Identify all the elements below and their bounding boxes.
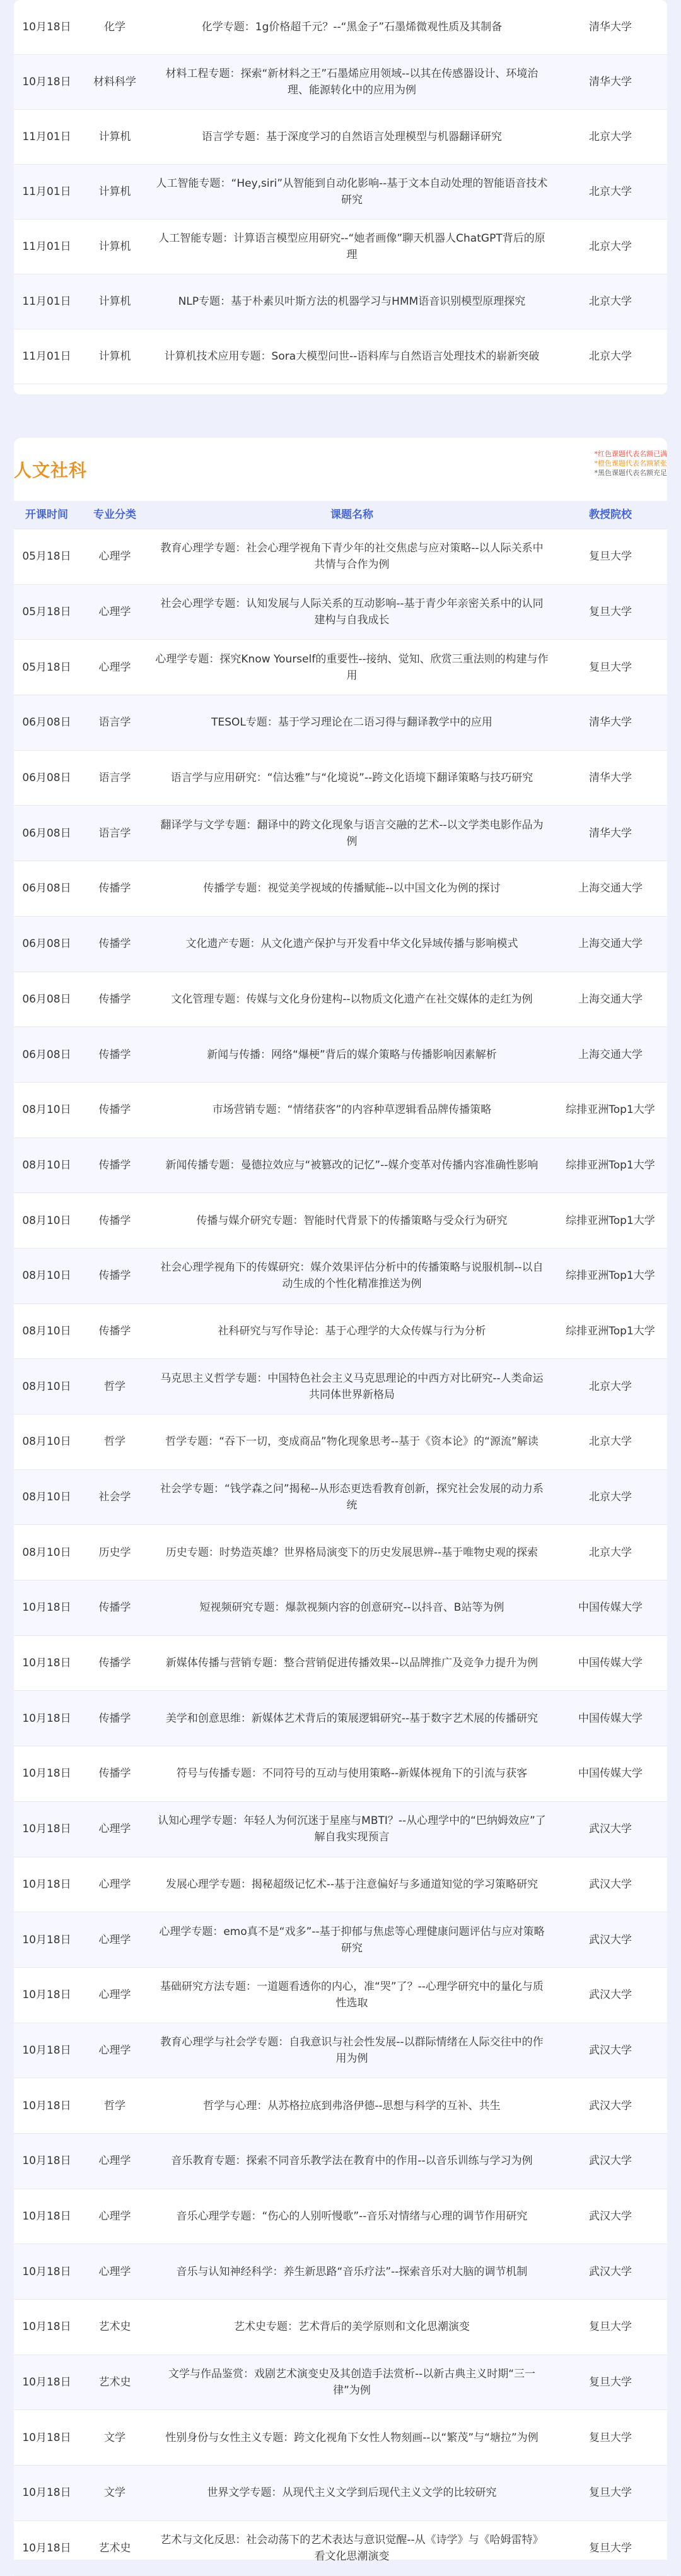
course-school: 北京大学 [554, 220, 667, 274]
course-school: 复旦大学 [554, 640, 667, 695]
course-title: 音乐心理学专题：“伤心的人别听慢歌”--音乐对情绪与心理的调节作用研究 [150, 2189, 554, 2244]
table-row [14, 1027, 667, 1083]
course-school: 上海交通大学 [554, 1027, 667, 1083]
course-school: 武汉大学 [554, 1801, 667, 1857]
course-category: 传播学 [79, 861, 150, 917]
course-category: 计算机 [79, 165, 150, 220]
course-title: NLP专题：基于朴素贝叶斯方法的机器学习与HMM语音识别模型原理探究 [150, 274, 554, 329]
course-date: 10月18日 [14, 1912, 79, 1968]
course-title: 哲学与心理：从苏格拉底到弗洛伊德--思想与科学的互补、共生 [150, 2078, 554, 2134]
course-school: 清华大学 [554, 695, 667, 751]
table-row [14, 1746, 667, 1802]
course-category: 传播学 [79, 1193, 150, 1249]
course-school: 武汉大学 [554, 1857, 667, 1912]
course-date: 06月08日 [14, 750, 79, 806]
course-category: 传播学 [79, 916, 150, 972]
course-school: 复旦大学 [554, 2520, 667, 2576]
course-date: 08月10日 [14, 1414, 79, 1470]
course-school: 上海交通大学 [554, 861, 667, 917]
science-course-table [14, 0, 667, 384]
table-row [14, 165, 667, 220]
course-school: 北京大学 [554, 1414, 667, 1470]
science-course-card [14, 0, 667, 394]
course-title: 艺术与文化反思：社会动荡下的艺术表达与意识觉醒--从《诗学》与《哈姆雷特》看文化思潮演变 [150, 2520, 554, 2576]
course-date: 05月18日 [14, 529, 79, 585]
course-date: 06月08日 [14, 1027, 79, 1083]
course-school: 中国传媒大学 [554, 1691, 667, 1746]
course-date: 10月18日 [14, 2078, 79, 2134]
course-date: 08月10日 [14, 1248, 79, 1303]
course-category: 历史学 [79, 1525, 150, 1580]
course-title: 音乐教育专题：探索不同音乐教学法在教育中的作用--以音乐训练与学习为例 [150, 2133, 554, 2189]
table-row [14, 274, 667, 329]
course-category: 心理学 [79, 2244, 150, 2300]
course-date: 10月18日 [14, 1967, 79, 2023]
course-title: 计算机技术应用专题：Sora大模型问世--语料库与自然语言处理技术的崭新突破 [150, 329, 554, 384]
course-category: 语言学 [79, 806, 150, 861]
course-date: 06月08日 [14, 916, 79, 972]
course-date: 05月18日 [14, 640, 79, 695]
course-school: 复旦大学 [554, 2355, 667, 2410]
course-school: 武汉大学 [554, 2244, 667, 2300]
course-category: 心理学 [79, 1912, 150, 1968]
table-row [14, 584, 667, 640]
course-date: 10月18日 [14, 0, 79, 55]
course-date: 06月08日 [14, 972, 79, 1027]
course-date: 06月08日 [14, 861, 79, 917]
course-category: 文学 [79, 2410, 150, 2466]
table-row [14, 972, 667, 1027]
header-title: 课题名称 [150, 501, 554, 529]
course-title: 教育心理学与社会学专题：自我意识与社会性发展--以群际情绪在人际交往中的作用为例 [150, 2023, 554, 2078]
course-category: 语言学 [79, 695, 150, 751]
course-category: 传播学 [79, 1138, 150, 1193]
humanities-course-table [14, 501, 667, 2576]
course-title: TESOL专题：基于学习理论在二语习得与翻译教学中的应用 [150, 695, 554, 751]
humanities-section-header [14, 438, 667, 501]
course-title: 传播学专题：视觉美学视域的传播赋能--以中国文化为例的探讨 [150, 861, 554, 917]
course-category: 心理学 [79, 2189, 150, 2244]
course-category: 心理学 [79, 640, 150, 695]
course-title: 心理学专题：探究Know Yourself的重要性--接纳、觉知、欣赏三重法则的构建与作用 [150, 640, 554, 695]
course-date: 10月18日 [14, 1746, 79, 1802]
course-title: 化学专题：1g价格超千元？--“黑金子”石墨烯微观性质及其制备 [150, 0, 554, 55]
table-row [14, 1857, 667, 1912]
course-date: 06月08日 [14, 695, 79, 751]
table-row [14, 2244, 667, 2300]
course-category: 传播学 [79, 1635, 150, 1691]
course-title: 社科研究与写作导论：基于心理学的大众传媒与行为分析 [150, 1303, 554, 1359]
course-category: 艺术史 [79, 2520, 150, 2576]
table-row [14, 1801, 667, 1857]
table-row [14, 695, 667, 751]
table-row [14, 2189, 667, 2244]
course-school: 复旦大学 [554, 2300, 667, 2355]
table-row [14, 1635, 667, 1691]
course-school: 清华大学 [554, 0, 667, 55]
course-category: 心理学 [79, 2133, 150, 2189]
course-title: 材料工程专题：探索“新材料之王”石墨烯应用领域--以其在传感器设计、环境治理、能源转化中的应用为例 [150, 55, 554, 110]
course-title: 语言学与应用研究：“信达雅”与“化境说”--跨文化语境下翻译策略与技巧研究 [150, 750, 554, 806]
course-category: 文学 [79, 2466, 150, 2521]
course-category: 艺术史 [79, 2300, 150, 2355]
course-category: 计算机 [79, 329, 150, 384]
table-row [14, 55, 667, 110]
course-title: 艺术史专题：艺术背后的美学原则和文化思潮演变 [150, 2300, 554, 2355]
humanities-course-card [14, 438, 667, 2563]
course-school: 综排亚洲Top1大学 [554, 1303, 667, 1359]
course-date: 08月10日 [14, 1082, 79, 1138]
table-row [14, 2023, 667, 2078]
course-category: 传播学 [79, 1082, 150, 1138]
course-title: 语言学专题：基于深度学习的自然语言处理模型与机器翻译研究 [150, 110, 554, 165]
course-category: 计算机 [79, 110, 150, 165]
course-school: 武汉大学 [554, 1912, 667, 1968]
table-row [14, 1469, 667, 1525]
table-row [14, 1138, 667, 1193]
course-title: 文化管理专题：传媒与文化身份建构--以物质文化遗产在社交媒体的走红为例 [150, 972, 554, 1027]
course-category: 心理学 [79, 529, 150, 585]
course-date: 05月18日 [14, 584, 79, 640]
table-row [14, 2133, 667, 2189]
course-title: 历史专题：时势造英雄？世界格局演变下的历史发展思辨--基于唯物史观的探索 [150, 1525, 554, 1580]
course-school: 武汉大学 [554, 2078, 667, 2134]
section-title: 人文社科 [14, 460, 88, 481]
availability-legend [595, 449, 668, 478]
course-date: 08月10日 [14, 1193, 79, 1249]
course-title: 世界文学专题：从现代主义文学到后现代主义文学的比较研究 [150, 2466, 554, 2521]
course-date: 10月18日 [14, 2244, 79, 2300]
table-row [14, 2466, 667, 2521]
course-school: 复旦大学 [554, 2410, 667, 2466]
course-school: 综排亚洲Top1大学 [554, 1082, 667, 1138]
course-category: 传播学 [79, 1691, 150, 1746]
course-date: 10月18日 [14, 2189, 79, 2244]
table-row [14, 1193, 667, 1249]
course-date: 11月01日 [14, 274, 79, 329]
course-category: 哲学 [79, 1359, 150, 1414]
course-title: 基础研究方法专题：一道题看透你的内心，准“哭”了？--心理学研究中的量化与质性选取 [150, 1967, 554, 2023]
course-school: 复旦大学 [554, 2466, 667, 2521]
course-school: 上海交通大学 [554, 916, 667, 972]
course-title: 市场营销专题：“情绪获客”的内容种草逻辑看品牌传播策略 [150, 1082, 554, 1138]
table-row [14, 1691, 667, 1746]
course-school: 北京大学 [554, 110, 667, 165]
course-date: 10月18日 [14, 1691, 79, 1746]
course-date: 10月18日 [14, 2520, 79, 2576]
legend-available: *黑色课题代表名额充足 [594, 469, 667, 477]
course-school: 武汉大学 [554, 1967, 667, 2023]
table-row [14, 1912, 667, 1968]
course-date: 10月18日 [14, 2410, 79, 2466]
course-title: 符号与传播专题：不同符号的互动与使用策略--新媒体视角下的引流与获客 [150, 1746, 554, 1802]
course-category: 传播学 [79, 1303, 150, 1359]
course-school: 综排亚洲Top1大学 [554, 1193, 667, 1249]
header-date: 开课时间 [14, 501, 79, 529]
table-row [14, 640, 667, 695]
course-category: 材料科学 [79, 55, 150, 110]
table-row [14, 529, 667, 585]
course-date: 08月10日 [14, 1138, 79, 1193]
course-category: 心理学 [79, 1857, 150, 1912]
table-row [14, 2355, 667, 2410]
course-date: 10月18日 [14, 2355, 79, 2410]
course-school: 武汉大学 [554, 2189, 667, 2244]
course-category: 社会学 [79, 1469, 150, 1525]
course-title: 人工智能专题：计算语言模型应用研究--“她者画像”聊天机器人ChatGPT背后的原理 [150, 220, 554, 274]
course-school: 中国传媒大学 [554, 1746, 667, 1802]
course-title: 哲学专题：“吞下一切，变成商品”物化现象思考--基于《资本论》的“源流”解读 [150, 1414, 554, 1470]
course-school: 清华大学 [554, 806, 667, 861]
table-row [14, 806, 667, 861]
course-title: 发展心理学专题：揭秘超级记忆术--基于注意偏好与多通道知觉的学习策略研究 [150, 1857, 554, 1912]
course-title: 短视频研究专题：爆款视频内容的创意研究--以抖音、B站等为例 [150, 1580, 554, 1636]
course-school: 北京大学 [554, 1359, 667, 1414]
course-school: 北京大学 [554, 1525, 667, 1580]
table-row [14, 1082, 667, 1138]
course-category: 传播学 [79, 1580, 150, 1636]
course-date: 08月10日 [14, 1525, 79, 1580]
course-title: 性别身份与女性主义专题：跨文化视角下女性人物刻画--以“繁茂”与“塘拉”为例 [150, 2410, 554, 2466]
course-category: 传播学 [79, 972, 150, 1027]
course-category: 艺术史 [79, 2355, 150, 2410]
course-category: 传播学 [79, 1746, 150, 1802]
table-row [14, 1359, 667, 1414]
course-title: 社会学专题：“钱学森之问”揭秘--从形态更迭看教育创新，探究社会发展的动力系统 [150, 1469, 554, 1525]
table-row [14, 1967, 667, 2023]
course-school: 北京大学 [554, 165, 667, 220]
table-row [14, 220, 667, 274]
table-header-row [14, 501, 667, 529]
table-row [14, 1303, 667, 1359]
course-school: 清华大学 [554, 55, 667, 110]
course-school: 上海交通大学 [554, 972, 667, 1027]
course-date: 10月18日 [14, 2023, 79, 2078]
header-category: 专业分类 [79, 501, 150, 529]
course-school: 武汉大学 [554, 2133, 667, 2189]
course-date: 10月18日 [14, 55, 79, 110]
header-school: 教授院校 [554, 501, 667, 529]
course-title: 人工智能专题：“Hey,siri”从智能到自动化影响--基于文本自动处理的智能语音技术研究 [150, 165, 554, 220]
table-row [14, 1580, 667, 1636]
course-date: 10月18日 [14, 1580, 79, 1636]
table-row [14, 2410, 667, 2466]
course-category: 哲学 [79, 2078, 150, 2134]
legend-limited: *橙色课题代表名额紧张 [594, 459, 667, 468]
course-title: 社会心理学视角下的传媒研究：媒介效果评估分析中的传播策略与说服机制--以自动生成的个性化精准推送为例 [150, 1248, 554, 1303]
table-row [14, 916, 667, 972]
course-category: 传播学 [79, 1248, 150, 1303]
table-row [14, 329, 667, 384]
course-school: 武汉大学 [554, 2023, 667, 2078]
course-date: 11月01日 [14, 220, 79, 274]
table-row [14, 2520, 667, 2576]
course-title: 美学和创意思维：新媒体艺术背后的策展逻辑研究--基于数字艺术展的传播研究 [150, 1691, 554, 1746]
course-date: 11月01日 [14, 165, 79, 220]
table-row [14, 2078, 667, 2134]
course-date: 10月18日 [14, 1801, 79, 1857]
course-title: 认知心理学专题：年轻人为何沉迷于星座与MBTI？--从心理学中的“巴纳姆效应”了解自我实现预言 [150, 1801, 554, 1857]
course-school: 清华大学 [554, 750, 667, 806]
course-title: 翻译学与文学专题：翻译中的跨文化现象与语言交融的艺术--以文学类电影作品为例 [150, 806, 554, 861]
course-category: 心理学 [79, 1967, 150, 2023]
table-row [14, 1414, 667, 1470]
table-row [14, 2300, 667, 2355]
course-category: 心理学 [79, 1801, 150, 1857]
course-title: 传播与媒介研究专题：智能时代背景下的传播策略与受众行为研究 [150, 1193, 554, 1249]
course-category: 哲学 [79, 1414, 150, 1470]
course-date: 10月18日 [14, 1635, 79, 1691]
course-school: 北京大学 [554, 1469, 667, 1525]
course-date: 11月01日 [14, 110, 79, 165]
course-title: 新闻传播专题：曼德拉效应与“被篡改的记忆”--媒介变革对传播内容准确性影响 [150, 1138, 554, 1193]
course-category: 计算机 [79, 220, 150, 274]
course-title: 心理学专题：emo真不是“戏多”--基于抑郁与焦虑等心理健康问题评估与应对策略研究 [150, 1912, 554, 1968]
course-date: 11月01日 [14, 329, 79, 384]
course-title: 教育心理学专题：社会心理学视角下青少年的社交焦虑与应对策略--以人际关系中共情与合作为例 [150, 529, 554, 585]
course-title: 新闻与传播：网络“爆梗”背后的媒介策略与传播影响因素解析 [150, 1027, 554, 1083]
table-row [14, 861, 667, 917]
course-school: 复旦大学 [554, 584, 667, 640]
course-title: 文化遗产专题：从文化遗产保护与开发看中华文化异域传播与影响模式 [150, 916, 554, 972]
course-title: 新媒体传播与营销专题：整合营销促进传播效果--以品牌推广及竞争力提升为例 [150, 1635, 554, 1691]
table-row [14, 1248, 667, 1303]
course-date: 10月18日 [14, 2300, 79, 2355]
course-title: 马克思主义哲学专题：中国特色社会主义马克思理论的中西方对比研究--人类命运共同体世界新格局 [150, 1359, 554, 1414]
table-row [14, 0, 667, 55]
course-date: 10月18日 [14, 1857, 79, 1912]
course-school: 北京大学 [554, 329, 667, 384]
course-date: 10月18日 [14, 2466, 79, 2521]
course-date: 08月10日 [14, 1469, 79, 1525]
course-date: 10月18日 [14, 2133, 79, 2189]
course-category: 语言学 [79, 750, 150, 806]
course-category: 计算机 [79, 274, 150, 329]
course-date: 08月10日 [14, 1303, 79, 1359]
course-date: 08月10日 [14, 1359, 79, 1414]
course-title: 社会心理学专题：认知发展与人际关系的互动影响--基于青少年亲密关系中的认同建构与自我成长 [150, 584, 554, 640]
course-school: 北京大学 [554, 274, 667, 329]
course-school: 综排亚洲Top1大学 [554, 1248, 667, 1303]
course-date: 06月08日 [14, 806, 79, 861]
legend-full: *红色课题代表名额已满 [594, 450, 667, 458]
course-category: 心理学 [79, 2023, 150, 2078]
course-category: 心理学 [79, 584, 150, 640]
course-title: 文学与作品鉴赏：戏剧艺术演变史及其创造手法赏析--以新古典主义时期“三一律”为例 [150, 2355, 554, 2410]
course-category: 传播学 [79, 1027, 150, 1083]
course-school: 中国传媒大学 [554, 1580, 667, 1636]
course-school: 复旦大学 [554, 529, 667, 585]
table-row [14, 750, 667, 806]
course-category: 化学 [79, 0, 150, 55]
course-school: 中国传媒大学 [554, 1635, 667, 1691]
course-school: 综排亚洲Top1大学 [554, 1138, 667, 1193]
table-row [14, 110, 667, 165]
table-row [14, 1525, 667, 1580]
course-title: 音乐与认知神经科学：养生新思路“音乐疗法”--探索音乐对大脑的调节机制 [150, 2244, 554, 2300]
